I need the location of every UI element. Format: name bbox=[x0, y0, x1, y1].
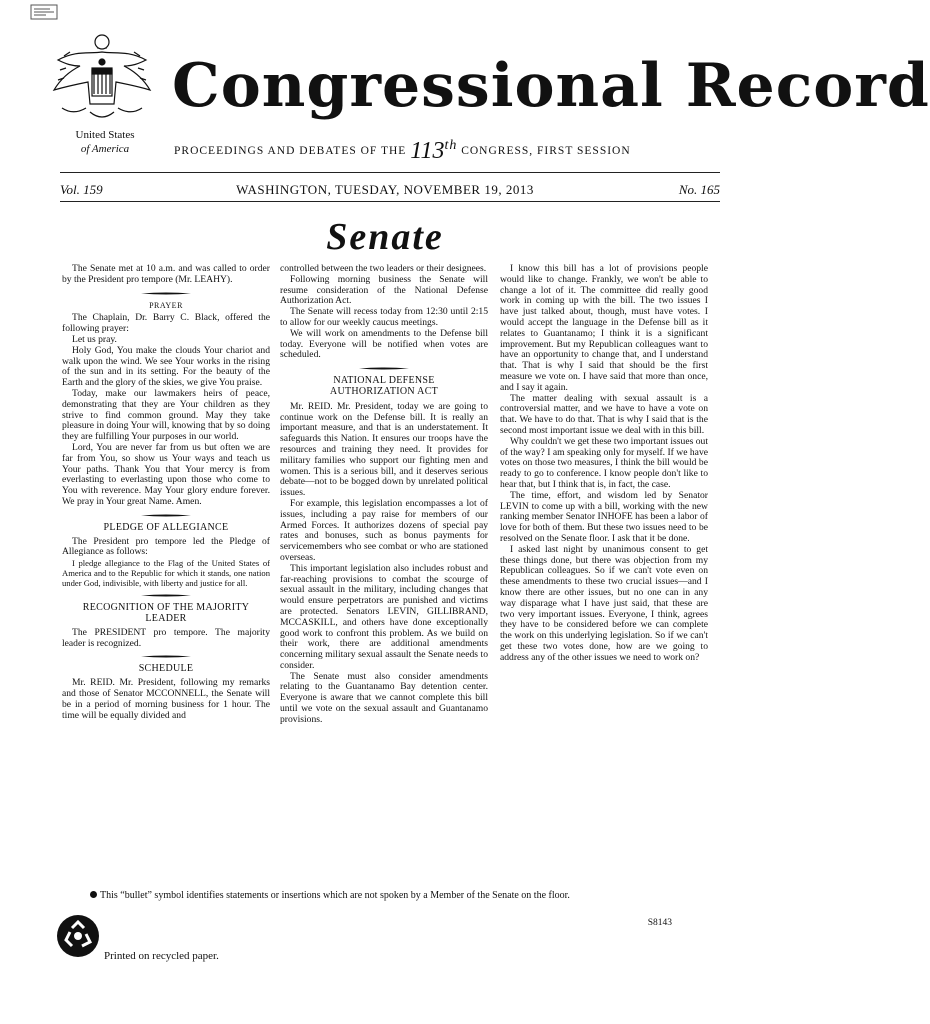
congress-suffix: th bbox=[444, 138, 458, 153]
paragraph: The Senate must also consider amendments relating to the Guantanamo Bay detention center. Everyone is aware that we cannot complete this bill until we vote on the sexual assault and Guantanamo provisions. bbox=[280, 670, 488, 725]
divider-ornament bbox=[141, 292, 191, 295]
country-line-1: United States bbox=[75, 129, 135, 141]
heading-ndaa-line-1: NATIONAL DEFENSE bbox=[333, 375, 435, 387]
issue-number: No. 165 bbox=[678, 182, 720, 197]
gpo-stamp-icon bbox=[30, 4, 60, 22]
heading-ndaa-line-2: AUTHORIZATION ACT bbox=[329, 385, 439, 397]
paragraph: The matter dealing with sexual assault is a controversial matter, and we have to have a vote on that. We have to do that. That is why I said that is the second most important issue we deal with in this bill. bbox=[500, 392, 708, 436]
heading-pledge: PLEDGE OF ALLEGIANCE bbox=[103, 521, 229, 533]
paragraph: The Senate will recess today from 12:30 until 2:15 to allow for our weekly caucus meetings. bbox=[280, 306, 488, 328]
divider-ornament bbox=[359, 367, 409, 370]
paragraph: Let us pray. bbox=[72, 333, 117, 345]
paragraph: Mr. REID. Mr. President, following my remarks and those of Senator MCCONNELL, the Senate will be in a period of morning business for 1 hour. The time will be equally divided and bbox=[62, 677, 270, 721]
page-id: S8143 bbox=[647, 918, 672, 928]
paragraph: For example, this legislation encompasses a lot of issues, including a pay raise for members of our Armed Forces. It authorizes dozens of special pay rates and bonuses, such as bonus payments for servicemembers who see combat or who are stationed overseas. bbox=[280, 497, 488, 563]
masthead-title: Congressional Record bbox=[172, 51, 930, 121]
recycle-icon bbox=[56, 914, 100, 958]
heading-schedule: SCHEDULE bbox=[138, 663, 194, 675]
congress-number: 113 bbox=[410, 137, 445, 164]
header-rule-top bbox=[60, 172, 720, 173]
paragraph: The Senate met at 10 a.m. and was called to order by the President pro tempore (Mr. LEAHY). bbox=[62, 263, 270, 285]
paragraph: The PRESIDENT pro tempore. The majority leader is recognized. bbox=[62, 626, 270, 649]
divider-ornament bbox=[141, 655, 191, 658]
paragraph: We will work on amendments to the Defense bill today. Everyone will be notified when votes are scheduled. bbox=[280, 327, 488, 361]
paragraph: Lord, You are never far from us but often we are far from You, so show us Your ways and teach us Your paths. Thank You that Your mercy is from everlasting to everlasting upon those who come to You with reverence. May Your glory endure forever. We pray in Your great Name. Amen. bbox=[62, 441, 270, 507]
column-1 bbox=[62, 264, 270, 721]
divider-ornament bbox=[141, 514, 191, 517]
country-label bbox=[60, 128, 150, 156]
paragraph: I know this bill has a lot of provisions people would like to change. Frankly, we won't be able to change a lot of it. The committee did really good work in coming up with the bill. The two issues I have just talked about, though, must have votes. I would accept the language in the Defense bill as it relates to Guantanamo; I think it is a significant improvement. But my Republican colleagues want to have an opportunity to change that, and I understand that. That is why I said that should be the first measure we vote on. I have said that more than once, and I say it again. bbox=[500, 263, 708, 393]
paragraph: The President pro tempore led the Pledge of Allegiance as follows: bbox=[62, 535, 270, 558]
heading-prayer: PRAYER bbox=[149, 300, 183, 310]
eagle-seal-icon bbox=[46, 30, 158, 130]
paragraph: Mr. REID. Mr. President, today we are going to continue work on the Defense bill. It is really an important measure, and that is an understatement. It safeguards this Nation. It ensures our troops have the resources and training they need. It provides for military families who support our fighting men and women. This is a serious bill, and it deserves serious debate—not to be bogged down by unrelated political issues. bbox=[280, 400, 488, 499]
proceedings-line bbox=[174, 134, 720, 163]
proceedings-post: CONGRESS, FIRST SESSION bbox=[457, 144, 631, 157]
column-3 bbox=[500, 264, 708, 663]
recycled-paper-label: Printed on recycled paper. bbox=[104, 950, 219, 962]
bullet-icon bbox=[90, 891, 97, 898]
section-title: Senate bbox=[326, 216, 444, 258]
proceedings-pre: PROCEEDINGS AND DEBATES OF THE bbox=[174, 144, 411, 157]
bullet-footnote-text: This “bullet” symbol identifies statements or insertions which are not spoken by a Member of the Senate on the floor. bbox=[100, 890, 570, 901]
header-rule-bottom bbox=[60, 201, 720, 202]
column-2 bbox=[280, 264, 488, 726]
paragraph: The Chaplain, Dr. Barry C. Black, offered the following prayer: bbox=[62, 312, 270, 335]
country-line-2: of America bbox=[80, 143, 130, 155]
paragraph: controlled between the two leaders or their designees. bbox=[280, 263, 487, 274]
dateline: WASHINGTON, TUESDAY, NOVEMBER 19, 2013 bbox=[236, 182, 534, 197]
heading-recognition: RECOGNITION OF THE MAJORITY LEADER bbox=[82, 602, 250, 624]
paragraph: Today, make our lawmakers heirs of peace, demonstrating that they are Your children as they strive to find common ground. May they take pleasure in doing Your will, knowing that by so doing they are fulfilling Your purposes in our world. bbox=[62, 387, 270, 443]
paragraph: This important legislation also includes robust and far-reaching provisions to combat the scourge of sexual assault in the military, including changes that would ensure perpetrators are punished and victims are protected. Senators LEVIN, GILLIBRAND, MCCASKILL, and others have done exceptionally good work to confront this problem. As we build on their work, there are additional amendments concerning military sexual assault the Senate needs to consider. bbox=[280, 562, 488, 671]
pledge-text: I pledge allegiance to the Flag of the United States of America and to the Republic for which it stands, one nation under God, indivisible, with liberty and justice for all. bbox=[62, 558, 270, 589]
paragraph: Holy God, You make the clouds Your chariot and walk upon the wind. We see Your works in the rising of the sun and in its setting. For the beauty of the Earth and the glory of the skies, we give You praise. bbox=[62, 344, 270, 389]
volume-label: Vol. 159 bbox=[60, 182, 103, 197]
paragraph: Why couldn't we get these two important issues out of the way? I am speaking only for myself. If we have votes on those two measures, I think the bill would be ready to go to conference. I know people don't like to hear that, but I think that is, in fact, the case. bbox=[500, 435, 708, 490]
paragraph: I asked last night by unanimous consent to get these things done, but there was objection from my Republican colleagues. So if we can't vote even on these amendments to these two crucial issues—and I know there are other issues, but no one can in any way disparage what I have just said, that these are two very important issues. Everyone, I think, agrees they have to be considered before we can complete the work on this underlying legislation. So if we can't get these two votes done, how are we going to address any of the other issues we need to work on? bbox=[500, 543, 708, 663]
paragraph: Following morning business the Senate will resume consideration of the National Defense Authorization Act. bbox=[280, 273, 488, 307]
paragraph: The time, effort, and wisdom led by Senator LEVIN to come up with a bill, working with the new ranking member Senator INHOFE has been a labor of love for both of them. But these two issues need to be resolved on the Senate floor. I ask that it be done. bbox=[500, 489, 708, 544]
heading-ndaa bbox=[280, 376, 488, 398]
divider-ornament bbox=[141, 594, 191, 597]
bullet-footnote bbox=[90, 890, 730, 901]
